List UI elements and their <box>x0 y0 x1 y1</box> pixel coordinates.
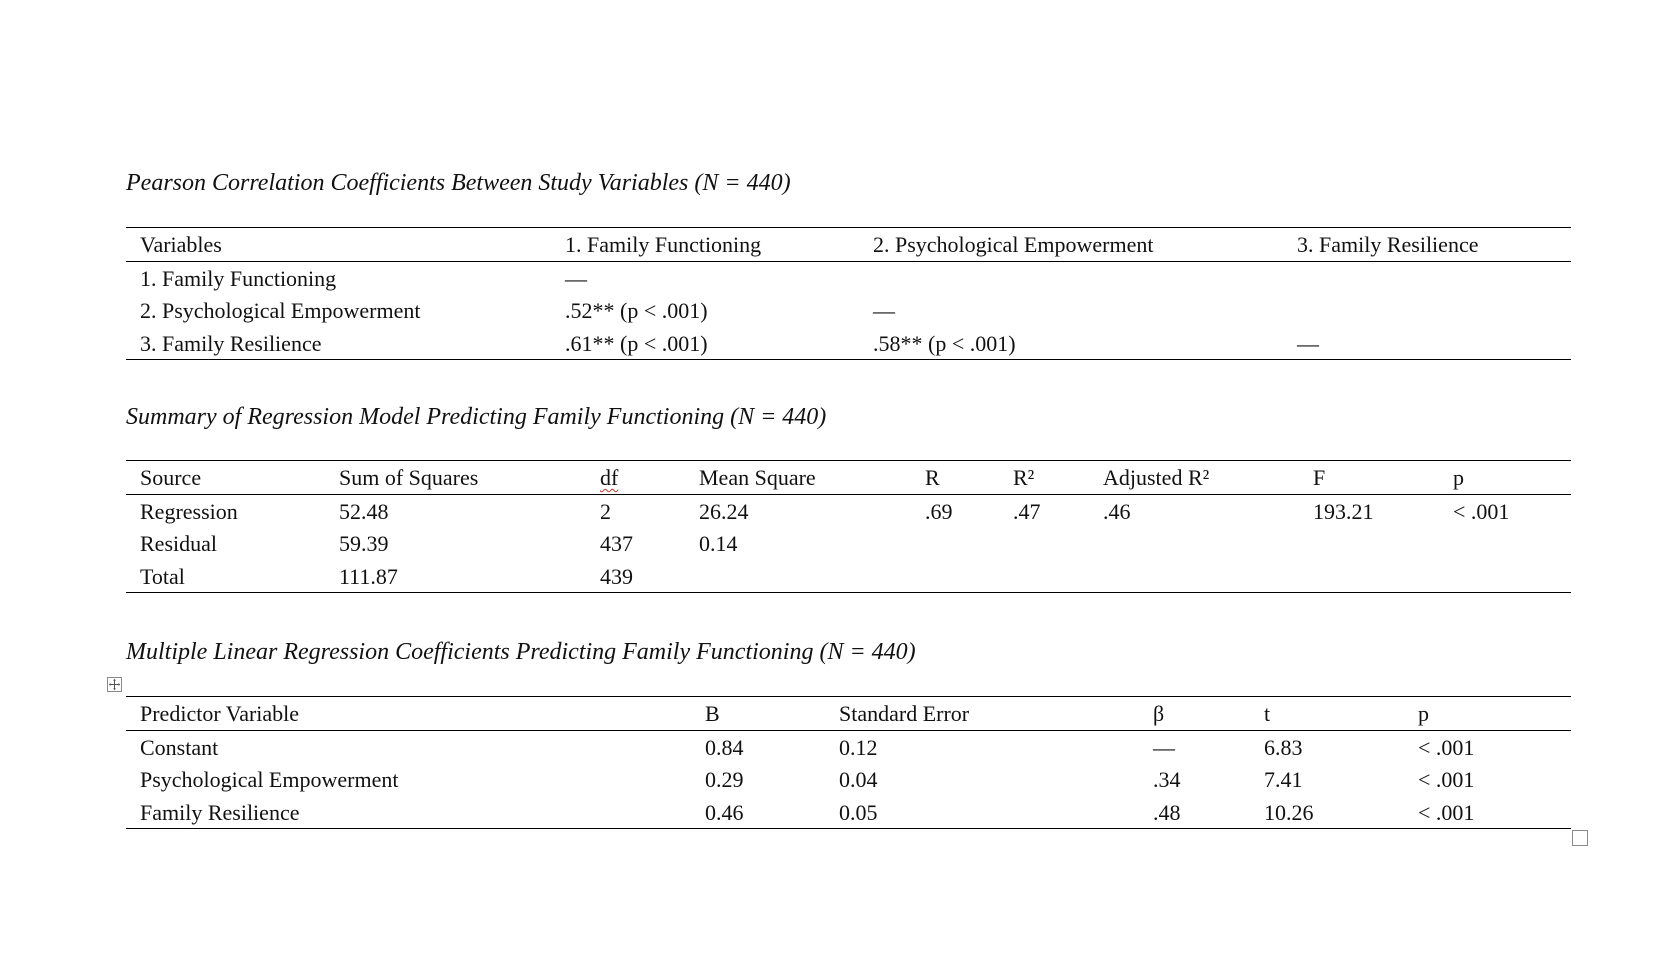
table-cell: .58** (p < .001) <box>873 330 1016 356</box>
table-header-row <box>126 228 1571 262</box>
header-cell: F <box>1313 465 1326 490</box>
table-cell: 0.84 <box>705 734 744 760</box>
table-cell: 26.24 <box>699 498 749 524</box>
table2-caption: Summary of Regression Model Predicting Family Functioning (N = 440) <box>126 404 827 430</box>
table-cell: .34 <box>1153 767 1181 792</box>
table-cell: 0.04 <box>839 767 878 792</box>
table-row <box>126 731 1571 764</box>
table-cell: Family Resilience <box>140 799 300 825</box>
table-cell: 3. Family Resilience <box>140 330 322 356</box>
table-cell: .61** (p < .001) <box>565 330 708 356</box>
regression-summary-table <box>126 460 1571 593</box>
table-cell: 0.46 <box>705 799 744 825</box>
table-cell: 59.39 <box>339 531 389 556</box>
table-cell: 111.87 <box>339 563 398 589</box>
header-cell: p <box>1418 701 1429 726</box>
header-cell: 2. Psychological Empowerment <box>873 232 1154 257</box>
table-cell: 1. Family Functioning <box>140 265 337 291</box>
header-cell: 3. Family Resilience <box>1297 232 1479 257</box>
table-cell: 0.14 <box>699 531 738 556</box>
header-cell: 1. Family Functioning <box>565 232 762 257</box>
table-cell: 6.83 <box>1264 734 1303 760</box>
header-cell: R <box>925 465 940 490</box>
header-cell: df <box>600 465 619 490</box>
header-cell: p <box>1453 465 1464 490</box>
table-move-handle-icon[interactable] <box>107 677 122 692</box>
table-cell: 437 <box>600 531 633 556</box>
table-cell: < .001 <box>1418 734 1475 760</box>
correlation-table <box>126 227 1571 360</box>
table-cell: 193.21 <box>1313 498 1374 524</box>
table-cell: .48 <box>1153 799 1181 825</box>
header-cell: Mean Square <box>699 465 816 490</box>
table-cell: 0.05 <box>839 799 878 825</box>
table1-caption: Pearson Correlation Coefficients Between Study Variables (N = 440) <box>126 170 791 196</box>
table-cell: — <box>565 265 587 291</box>
table-cell: Constant <box>140 734 219 760</box>
table-row <box>126 796 1571 829</box>
coefficients-table <box>126 696 1571 829</box>
table-cell: 0.12 <box>839 734 878 760</box>
table-header-row <box>126 461 1571 495</box>
table-row <box>126 327 1571 360</box>
table-cell: 2 <box>600 498 611 524</box>
table-cell: 0.29 <box>705 767 744 792</box>
header-cell: Variables <box>140 232 222 257</box>
header-cell: Standard Error <box>839 701 970 726</box>
table-cell: — <box>1297 330 1319 356</box>
header-cell: Predictor Variable <box>140 701 300 726</box>
table-cell: — <box>873 298 895 323</box>
table-cell: < .001 <box>1418 767 1475 792</box>
table-row <box>126 294 1571 327</box>
header-cell: β <box>1153 701 1165 726</box>
table-cell: Psychological Empowerment <box>140 767 399 792</box>
header-cell: B <box>705 701 720 726</box>
table-cell: 10.26 <box>1264 799 1314 825</box>
table-cell: Total <box>140 563 185 589</box>
table-cell: 7.41 <box>1264 767 1303 792</box>
table-cell: 52.48 <box>339 498 389 524</box>
table-row <box>126 560 1571 593</box>
table-cell: < .001 <box>1453 498 1510 524</box>
table3-caption: Multiple Linear Regression Coefficients Predicting Family Functioning (N = 440) <box>126 639 916 665</box>
table-row <box>126 527 1571 560</box>
table-cell: < .001 <box>1418 799 1475 825</box>
table-row <box>126 495 1571 528</box>
table-row <box>126 262 1571 295</box>
header-cell: Adjusted R² <box>1103 465 1210 490</box>
table-cell: 2. Psychological Empowerment <box>140 298 421 323</box>
table-resize-handle[interactable] <box>1572 830 1588 846</box>
header-cell: R² <box>1013 465 1035 490</box>
header-cell: Source <box>140 465 202 490</box>
header-cell: t <box>1264 701 1271 726</box>
table-header-row <box>126 697 1571 731</box>
header-cell: Sum of Squares <box>339 465 479 490</box>
table-cell: .47 <box>1013 498 1041 524</box>
table-cell: Regression <box>140 498 238 524</box>
table-cell: — <box>1153 734 1175 760</box>
table-row <box>126 763 1571 796</box>
table-cell: Residual <box>140 531 217 556</box>
table-cell: 439 <box>600 563 633 589</box>
table-cell: .52** (p < .001) <box>565 298 708 323</box>
table-cell: .69 <box>925 498 953 524</box>
table-cell: .46 <box>1103 498 1131 524</box>
